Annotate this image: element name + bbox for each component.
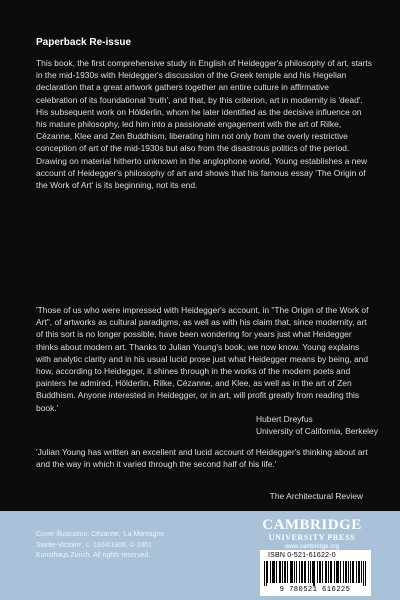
cambridge-logo — [257, 518, 367, 551]
book-description: This book, the first comprehensive study in English of Heidegger's philosophy of art, starts in the mid-1930s with Heidegger's discussion of the Greek temple and his Hegelian declaration that a great artwork gathers together an entire culture in affirmative celebration of its foundational 'truth', and that, by this criterion, art in modernity is 'dead'. His subsequent work on Hölderlin, whom he later identified as the decisive influence on his mature philosophy, led him into a passionate engagement with the art of Rilke, Cézanne, Klee and Zen Buddhism, liberating him not only from the overly restrictive conception of art of the mid-1930s but also from the disastrous politics of the period. Drawing on material hitherto unknown in the anglophone world, Young establishes a new account of Heidegger's philosophy of art and shows that his famous essay 'The Origin of the Work of Art' is its beginning, not its end. — [36, 58, 372, 191]
quote-affiliation: University of California, Berkeley — [256, 426, 378, 437]
publisher-band — [0, 511, 400, 600]
dreyfus-attribution — [256, 413, 378, 437]
review-source: The Architectural Review — [269, 491, 363, 501]
publisher-name: CAMBRIDGE — [262, 517, 362, 533]
publisher-url: www.cambridge.org — [284, 543, 340, 550]
barcode-icon — [264, 561, 366, 586]
review-quote: 'Julian Young has written an excellent and lucid account of Heidegger's thinking about art and the way in which it varied through the second half of his life.' — [36, 447, 368, 470]
reissue-heading: Paperback Re-issue — [36, 37, 132, 48]
isbn-label: ISBN 0-521-61622-0 — [268, 552, 336, 559]
quote-author: Hubert Dreyfus — [256, 414, 313, 424]
dreyfus-quote: 'Those of us who were impressed with Heidegger's account, in "The Origin of the Work of Art", of artworks as cultural paradigms, as well as with his claim that, since modernity, art of this sort is no longer possible, have been wondering for years just what Heidegger thinks about modern art. Thanks to Julian Young's book, we now know. Young explains with analytic clarity and in his usual lucid prose just what Heidegger means by being, and how, according to Heidegger, it shines through in the works of the modern poets and painters he admired, Hölderlin, Rilke, Cézanne, and Klee, as well as in the art of Zen Buddhism. Anyone interested in Heidegger, or in art, will profit greatly from reading this book.' — [36, 305, 369, 413]
barcode-number: 9 780521 616225 — [279, 586, 351, 594]
publisher-press: UNIVERSITY PRESS — [268, 533, 356, 542]
cover-illustration-credit: Cover illustration: Cézanne, 'La Montagne Sainte-Victoire', c. 1904/1906, © 2001 Kunsthaus Zurich. All rights reserved. — [36, 531, 165, 560]
isbn-barcode — [260, 550, 371, 596]
